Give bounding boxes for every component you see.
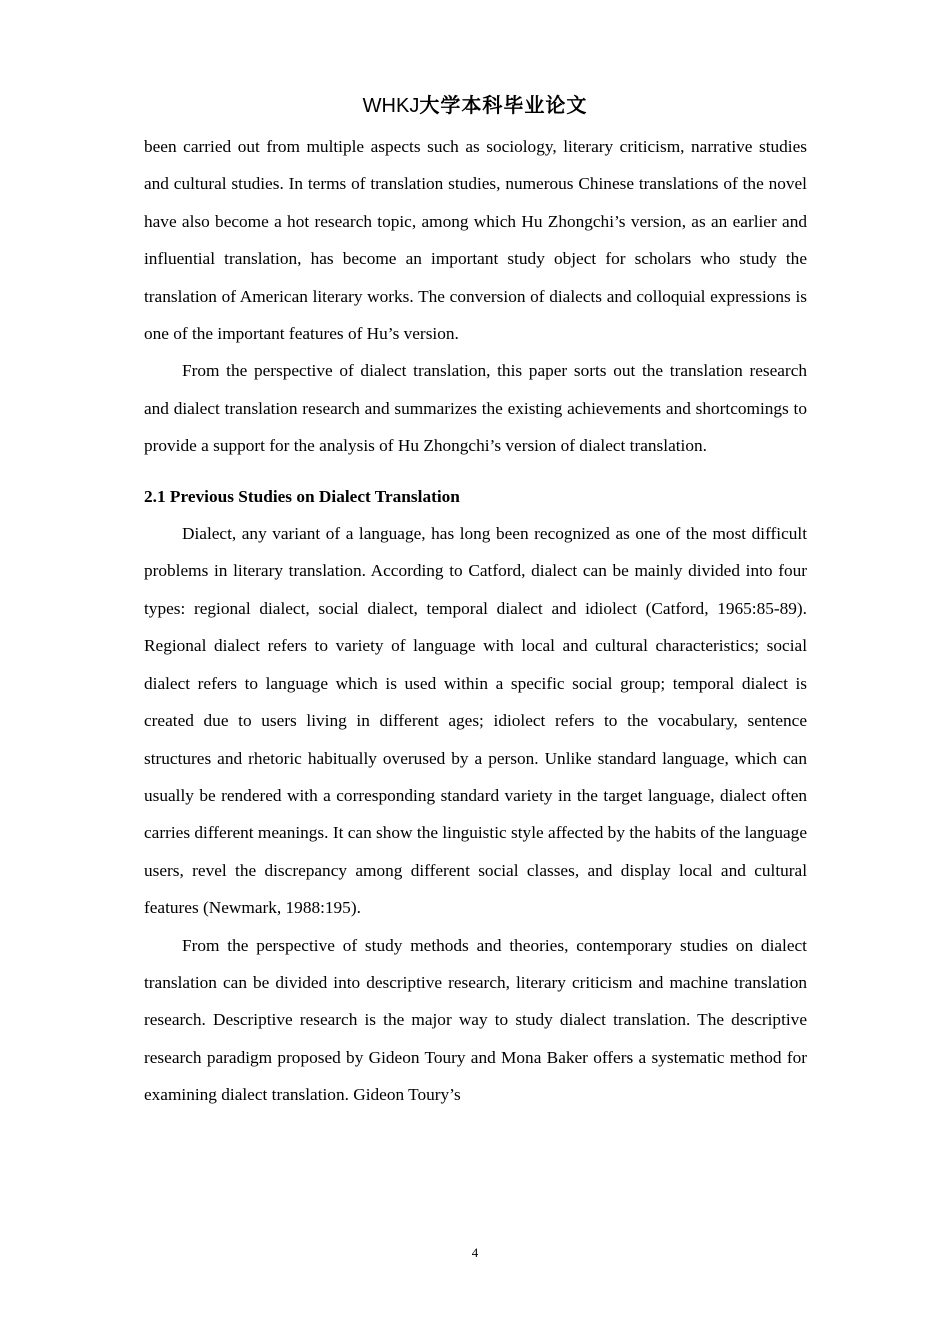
header-institution-code: WHKJ xyxy=(362,95,420,117)
paragraph-dialect-perspective: From the perspective of dialect translation, this paper sorts out the translation research and dialect translation research and summarizes the existing achievements and shortcomings to provide a support for the analysis of Hu Zhongchi’s version of dialect translation. xyxy=(144,361,807,456)
body-text xyxy=(144,128,807,1114)
running-header xyxy=(0,94,950,118)
header-thesis-title: 大学本科毕业论文 xyxy=(419,95,588,117)
section-heading-2-1: 2.1 Previous Studies on Dialect Translation xyxy=(144,486,460,506)
paragraph-continued: been carried out from multiple aspects such as sociology, literary criticism, narrative studies and cultural studies. In terms of translation studies, numerous Chinese translations of the novel have also become a hot research topic, among which Hu Zhongchi’s version, as an earlier and influential translation, has become an important study object for scholars who study the translation of American literary works. The conversion of dialects and colloquial expressions is one of the important features of Hu’s version. xyxy=(144,137,807,344)
page-number: 4 xyxy=(471,1245,479,1260)
paragraph-dialect-definition: Dialect, any variant of a language, has long been recognized as one of the most difficult problems in literary translation. According to Catford, dialect can be mainly divided into four types: regional dialect, social dialect, temporal dialect and idiolect (Catford, 1965:85-89). Regional dialect refers to variety of language with local and cultural characteristics; social dialect refers to language which is used within a specific social group; temporal dialect is created due to users living in different ages; idiolect refers to the vocabulary, sentence structures and rhetoric habitually overused by a person. Unlike standard language, which can usually be rendered with a corresponding standard variety in the target language, dialect often carries different meanings. It can show the linguistic style affected by the habits of the language users, revel the discrepancy among different social classes, and display local and cultural features (Newmark, 1988:195). xyxy=(144,524,807,918)
paragraph-study-methods: From the perspective of study methods and theories, contemporary studies on dialect translation can be divided into descriptive research, literary criticism and machine translation research. Descriptive research is the major way to study dialect translation. The descriptive research paradigm proposed by Gideon Toury and Mona Baker offers a systematic method for examining dialect translation. Gideon Toury’s xyxy=(144,935,807,1105)
